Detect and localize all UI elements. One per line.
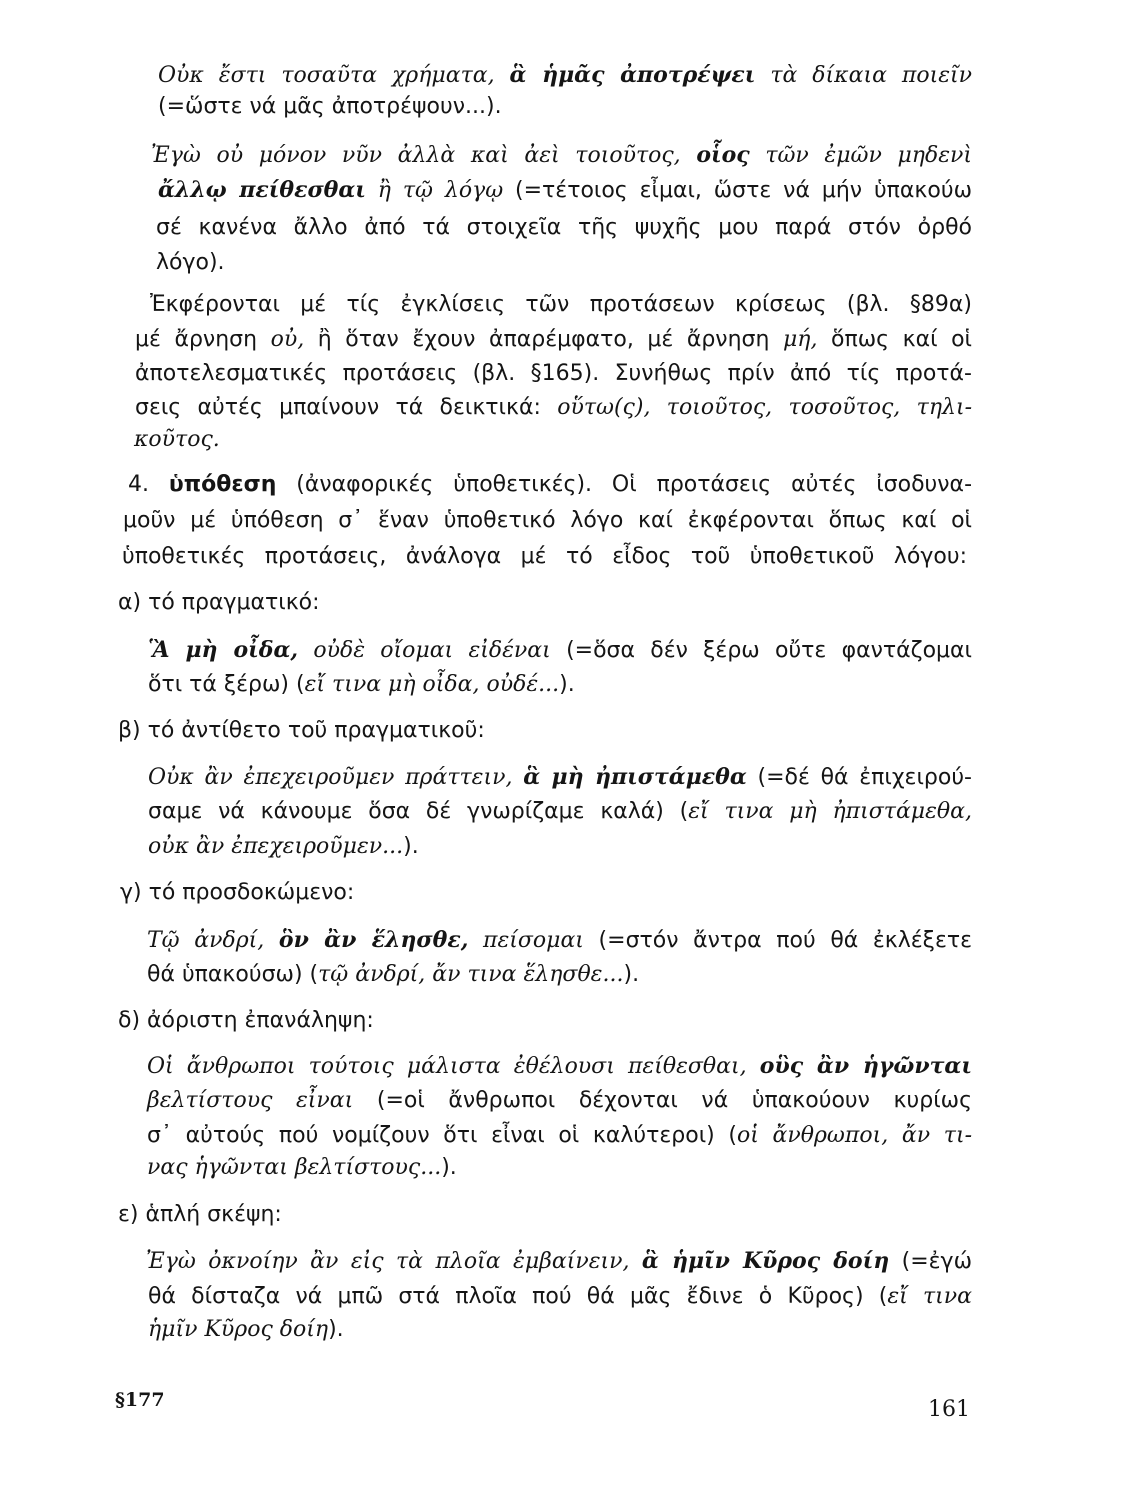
example-line — [146, 1244, 972, 1278]
case-heading-text: α) τό πραγματικό: — [118, 590, 320, 615]
highlighted-relative-clause: οἷος — [696, 142, 750, 168]
case-heading-text: ε) ἁπλή σκέψη: — [118, 1202, 282, 1227]
modern-greek-translation: (=τέτοιος εἶμαι, ὥστε νά μήν ὑπακούω — [503, 178, 973, 203]
ancient-greek-example: Τῷ ἀνδρί, — [147, 928, 279, 953]
example-line — [148, 760, 972, 794]
case-heading — [118, 1198, 972, 1232]
modern-greek-translation: σ᾿ αὐτούς πού νομίζουν ὅτι εἶναι οἱ καλύτεροι) ( — [147, 1123, 737, 1148]
ancient-greek-example: βελτίστους εἶναι — [147, 1088, 354, 1113]
ancient-greek-example: οἱ ἄνθρωποι, ἄν τι- — [736, 1123, 973, 1148]
example-line — [148, 1280, 972, 1314]
section-reference: §177 — [115, 1389, 165, 1411]
ancient-greek-example: οὐκ ἂν ἐπεχειροῦμεν... — [148, 834, 404, 859]
ancient-greek-example: πείσομαι — [468, 928, 584, 953]
modern-greek-translation: λόγο). — [156, 250, 225, 275]
example-line — [148, 795, 972, 829]
page-number: 161 — [928, 1397, 970, 1422]
example-line — [147, 958, 972, 992]
ancient-greek-example: τῷ ἀνδρί, ἄν τινα ἕλησθε... — [318, 962, 624, 987]
highlighted-relative-clause: ἃ ἡμᾶς ἀποτρέψει — [509, 62, 756, 88]
ancient-greek-example: Οἱ ἄνθρωποι τούτοις μάλιστα ἐθέλουσι πείθεσθαι, — [147, 1054, 760, 1079]
ancient-greek-example: εἴ τινα μὴ ἠπιστάμεθα, — [688, 799, 972, 824]
modern-greek-translation: (=δέ θά ἐπιχειρού- — [746, 765, 972, 790]
paragraph-line — [135, 357, 972, 391]
case-heading — [118, 1004, 972, 1038]
modern-greek-translation: σέ κανένα ἄλλο ἀπό τά στοιχεῖα τῆς ψυχῆς μου παρά στόν ὀρθό — [156, 215, 972, 240]
example-line — [156, 211, 972, 245]
ancient-greek-term: κοῦτος. — [134, 427, 220, 452]
modern-greek-translation: ). — [328, 1317, 344, 1342]
body-text: μοῦν μέ ὑπόθεση σ᾿ ἕναν ὑποθετικό λόγο καί ἐκφέρονται ὅπως καί οἱ — [123, 508, 972, 533]
modern-greek-translation: ). — [623, 962, 640, 987]
ancient-greek-example: εἴ τινα — [887, 1284, 973, 1309]
body-text: Ἐκφέρονται μέ τίς ἐγκλίσεις τῶν προτάσεων κρίσεως (βλ. §89α) — [150, 292, 972, 317]
example-line — [148, 1313, 972, 1347]
ancient-greek-term: οὕτω(ς), τοιοῦτος, τοσοῦτος, τηλι- — [557, 395, 973, 420]
modern-greek-translation: σαμε νά κάνουμε ὅσα δέ γνωρίζαμε καλά) ( — [148, 799, 689, 824]
ancient-greek-example: τῶν ἐμῶν μηδενὶ — [749, 143, 973, 168]
paragraph-line — [135, 391, 972, 425]
body-text: μέ ἄρνηση — [135, 327, 271, 352]
example-line — [158, 58, 972, 92]
highlighted-relative-clause: ἃ μὴ ἠπιστάμεθα — [523, 764, 747, 790]
case-heading-text: β) τό ἀντίθετο τοῦ πραγματικοῦ: — [118, 718, 485, 743]
case-heading-text: γ) τό προσδοκώμενο: — [120, 880, 355, 905]
example-line — [147, 1049, 972, 1083]
modern-greek-translation: ὅτι τά ξέρω) ( — [148, 672, 305, 697]
paragraph-line — [150, 288, 972, 322]
modern-greek-translation: (=ὥστε νά μᾶς ἀποτρέψουν...). — [158, 94, 502, 119]
modern-greek-translation: (=ὅσα δέν ξέρω οὔτε φαντάζομαι — [550, 638, 973, 663]
ancient-greek-example: ἡμῖν Κῦρος δοίη — [148, 1317, 329, 1342]
example-line — [156, 246, 972, 280]
ancient-greek-example: Οὐκ ἂν ἐπεχειροῦμεν πράττειν, — [148, 765, 524, 790]
highlighted-relative-clause: ὃν ἂν ἕλησθε, — [278, 927, 469, 953]
ancient-greek-example: ἢ τῷ λόγῳ — [365, 178, 504, 203]
example-line — [151, 138, 972, 172]
example-line — [158, 90, 972, 124]
example-line — [147, 1119, 972, 1153]
body-text: (ἀναφορικές ὑποθετικές). Οἱ προτάσεις αὐτές ἰσοδυνα- — [276, 472, 973, 497]
paragraph-line — [122, 540, 967, 574]
modern-greek-translation: θά δίσταζα νά μπῶ στά πλοῖα πού θά μᾶς ἔδινε ὁ Κῦρος) ( — [148, 1284, 888, 1309]
ancient-greek-example: Ἐγὼ ὀκνοίην ἂν εἰς τὰ πλοῖα ἐμβαίνειν, — [146, 1249, 642, 1274]
example-line — [158, 173, 972, 207]
highlighted-relative-clause: Ἃ μὴ οἶδα, — [148, 637, 299, 663]
ancient-greek-example: τὰ δίκαια ποιεῖν — [755, 63, 973, 88]
modern-greek-translation: (=οἱ ἄνθρωποι δέχονται νά ὑπακούουν κυρίως — [353, 1088, 972, 1113]
paragraph-line — [134, 423, 972, 457]
example-line — [147, 1151, 972, 1185]
case-heading — [118, 586, 972, 620]
modern-greek-translation: ). — [403, 834, 419, 859]
ancient-greek-example: Ἐγὼ οὐ μόνον νῦν ἀλλὰ καὶ ἀεὶ τοιοῦτος, — [151, 143, 697, 168]
paragraph-line — [123, 504, 972, 538]
example-line — [148, 830, 972, 864]
ancient-greek-term: οὐ, — [270, 327, 305, 352]
item-number: 4. — [128, 472, 169, 497]
modern-greek-translation: (=στόν ἄντρα πού θά ἐκλέξετε — [583, 928, 972, 953]
example-line — [147, 923, 972, 957]
paragraph-line — [135, 323, 972, 357]
example-line — [147, 1084, 972, 1118]
example-line — [148, 633, 972, 667]
example-line — [148, 668, 972, 702]
modern-greek-translation: (=ἐγώ — [889, 1249, 972, 1274]
highlighted-relative-clause: ἄλλῳ πείθεσθαι — [158, 177, 366, 203]
body-text: ὑποθετικές προτάσεις, ἀνάλογα μέ τό εἶδος τοῦ ὑποθετικοῦ λόγου: — [122, 544, 967, 569]
ancient-greek-example: Οὐκ ἔστι τοσαῦτα χρήματα, — [158, 63, 510, 88]
ancient-greek-example: νας ἡγῶνται βελτίστους... — [147, 1155, 442, 1180]
body-text: σεις αὐτές μπαίνουν τά δεικτικά: — [135, 395, 558, 420]
modern-greek-translation: θά ὑπακούσω) ( — [147, 962, 319, 987]
case-heading-text: δ) ἀόριστη ἐπανάληψη: — [118, 1008, 374, 1033]
paragraph-line — [128, 468, 972, 502]
body-text: ἀποτελεσματικές προτάσεις (βλ. §165). Συνήθως πρίν ἀπό τίς προτά- — [135, 361, 972, 386]
term-heading: ὑπόθεση — [168, 472, 277, 497]
body-text: ὅπως καί οἱ — [817, 327, 972, 352]
highlighted-relative-clause: ἃ ἡμῖν Κῦρος δοίη — [641, 1248, 890, 1274]
modern-greek-translation: ). — [441, 1155, 457, 1180]
ancient-greek-term: μή, — [782, 327, 818, 352]
highlighted-relative-clause: οὓς ἂν ἡγῶνται — [759, 1053, 972, 1079]
case-heading — [118, 714, 972, 748]
ancient-greek-example: οὐδὲ οἴομαι εἰδέναι — [298, 638, 551, 663]
case-heading — [120, 876, 972, 910]
ancient-greek-example: εἴ τινα μὴ οἶδα, οὐδέ... — [304, 672, 560, 697]
modern-greek-translation: ). — [559, 672, 575, 697]
body-text: ἢ ὅταν ἔχουν ἀπαρέμφατο, μέ ἄρνηση — [304, 327, 783, 352]
